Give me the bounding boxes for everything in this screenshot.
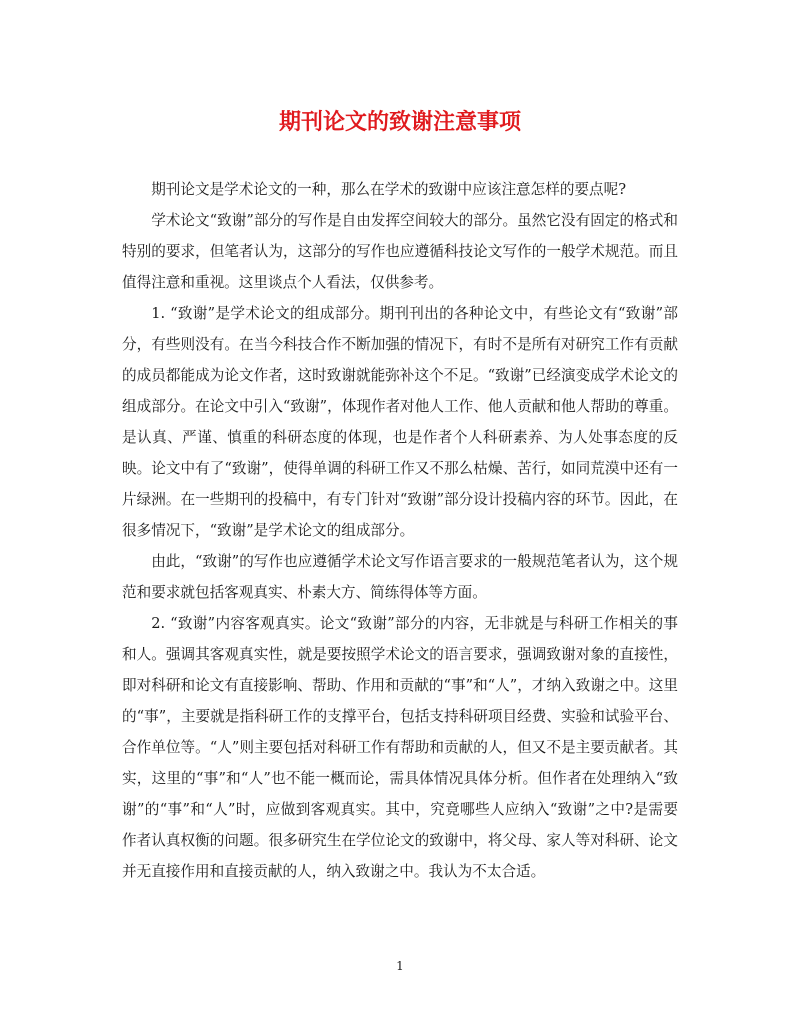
paragraph-point-2: 2. “致谢”内容客观真实。论文“致谢”部分的内容，无非就是与科研工作相关的事和人。强调其客观真实性，就是要按照学术论文的语言要求，强调致谢对象的直接性，即对科研和论文有直接影响、帮助、作用和贡献的“事”和“人”，才纳入致谢之中。这里的“事”，主要就是指科研工作的支撑平台，包括支持科研项目经费、实验和试验平台、合作单位等。“人”则主要包括对科研工作有帮助和贡献的人，但又不是主要贡献者。其实，这里的“事”和“人”也不能一概而论，需具体情况具体分析。但作者在处理纳入“致谢”的“事”和“人”时，应做到客观真实。其中，究竟哪些人应纳入“致谢”之中?是需要作者认真权衡的问题。很多研究生在学位论文的致谢中，将父母、家人等对科研、论文并无直接作用和直接贡献的人，纳入致谢之中。我认为不太合适。 [122, 615, 678, 880]
paragraph-transition: 由此，“致谢”的写作也应遵循学术论文写作语言要求的一般规范笔者认为，这个规范和要求就包括客观真实、朴素大方、简练得体等方面。 [122, 553, 678, 601]
paragraph-point-1: 1. “致谢”是学术论文的组成部分。期刊刊出的各种论文中，有些论文有“致谢”部分，有些则没有。在当今科技合作不断加强的情况下，有时不是所有对研究工作有贡献的成员都能成为论文作者，这时致谢就能弥补这个不足。“致谢”已经演变成学术论文的组成部分。在论文中引入“致谢”，体现作者对他人工作、他人贡献和他人帮助的尊重。是认真、严谨、慎重的科研态度的体现，也是作者个人科研素养、为人处事态度的反映。论文中有了“致谢”，使得单调的科研工作又不那么枯燥、苦行，如同荒漠中还有一片绿洲。在一些期刊的投稿中，有专门针对“致谢”部分设计投稿内容的环节。因此，在很多情况下，“致谢”是学术论文的组成部分。 [122, 305, 678, 539]
paragraph-intro: 期刊论文是学术论文的一种，那么在学术的致谢中应该注意怎样的要点呢? [151, 181, 627, 198]
paragraph-overview: 学术论文“致谢”部分的写作是自由发挥空间较大的部分。虽然它没有固定的格式和特别的要求，但笔者认为，这部分的写作也应遵循科技论文写作的一般学术规范。而且值得注意和重视。这里谈点个人看法，仅供参考。 [122, 212, 678, 291]
page-title: 期刊论文的致谢注意事项 [278, 109, 521, 135]
document-body [122, 174, 678, 887]
page-number: 1 [396, 959, 404, 973]
